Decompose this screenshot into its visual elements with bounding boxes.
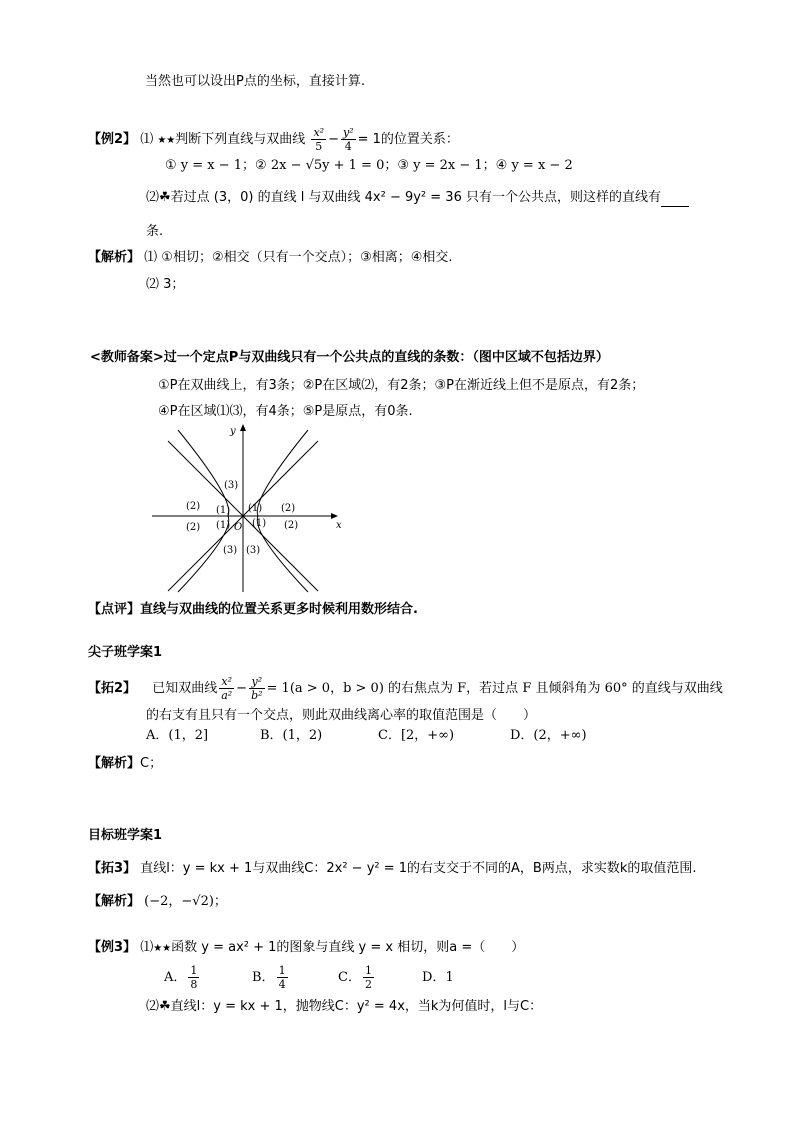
- example2-solution-line2: ⑵ 3；: [146, 277, 185, 292]
- extension2-text-start: 已知双曲线: [152, 681, 218, 696]
- x-axis-label: x: [336, 520, 342, 531]
- option-b: B． $\frac{1}{4}$: [252, 964, 286, 991]
- teacher-note-heading: <教师备案>过一个定点P与双曲线只有一个公共点的直线的条数：（图中区域不包括边界）: [90, 350, 609, 365]
- region-label-2-upper-left: (2): [186, 501, 201, 512]
- solution-text: C；: [140, 756, 163, 771]
- example2-q2-tail: 条.: [146, 224, 164, 239]
- q2-text: 若过点 (3，0) 的直线 l 与双曲线 4x² − 9y² = 36 只有一个公共点，则这样的直线有: [170, 190, 661, 205]
- extension3-solution: [88, 893, 227, 911]
- clover-icon: ☘: [159, 999, 171, 1014]
- hyperbola-region-figure: [148, 422, 348, 594]
- extension2-text-end: = 1(a > 0，b > 0) 的右焦点为 F，若过点 F 且倾斜角为 60° 的直线与双曲线: [266, 681, 723, 696]
- extension2-options: [146, 727, 587, 745]
- region-label-2-upper-right: (2): [281, 503, 296, 514]
- example2-question1: [88, 126, 459, 153]
- region-label-1-upper-right: (1): [248, 503, 263, 514]
- option-c: C． $\frac{1}{2}$: [338, 964, 372, 991]
- solution-tag: 【解析】: [88, 756, 141, 771]
- extension2-line1: [88, 675, 723, 702]
- example3-options: [164, 963, 454, 993]
- difficulty-stars-icon: ★★: [153, 943, 172, 954]
- option-b: B．(1，2): [260, 728, 323, 743]
- fraction-y2-over-4: $\frac{\text{y²}}{4}$: [342, 126, 354, 153]
- x-axis-arrow-icon: [331, 513, 338, 519]
- answer-blank: [661, 194, 689, 207]
- example2-question2: [146, 189, 689, 207]
- example3-tag: 【例3】: [88, 940, 137, 955]
- q2-text: 直线l：y = kx + 1，抛物线C：y² = 4x，当k为何值时，l与C：: [170, 999, 543, 1014]
- q1-number: ⑴: [140, 132, 154, 147]
- section-title-advanced: 尖子班学案1: [88, 645, 163, 660]
- minus-sign: −: [328, 132, 339, 147]
- region-label-3-top-left: (3): [224, 480, 239, 491]
- q2-number: ⑵: [146, 999, 160, 1014]
- intro-text: 当然也可以设出P点的坐标，直接计算.: [145, 74, 365, 89]
- region-label-1-lower-left: (1): [216, 520, 231, 531]
- example2-solution-line1: [88, 249, 453, 267]
- fraction-y2-over-b2: $\frac{\text{y²}}{\text{b²}}$: [251, 675, 263, 702]
- q1-text: 函数 y = ax² + 1的图象与直线 y = x 相切，则a =（ ）: [171, 940, 525, 955]
- extension2-tag: 【拓2】: [88, 681, 137, 696]
- y-axis-arrow-icon: [240, 424, 246, 431]
- example3-question2: [146, 998, 542, 1016]
- solution-text: ⑴ ①相切；②相交（只有一个交点）；③相离；④相交.: [144, 250, 453, 265]
- option-d: D．1: [422, 970, 454, 985]
- option-d: D．(2，+∞): [510, 728, 587, 743]
- extension3-text: 直线l：y = kx + 1与双曲线C：2x² − y² = 1的右支交于不同的A，B两点，求实数k的取值范围.: [140, 861, 697, 876]
- fraction-x2-over-a2: $\frac{\text{x²}}{\text{a²}}$: [221, 675, 233, 702]
- option-a: A．(1，2]: [146, 728, 209, 743]
- example2-options: ① y = x − 1；② 2x − √5y + 1 = 0；③ y = 2x − 1；④ y = x − 2: [165, 158, 573, 173]
- solution-text: (−2，−√2)；: [144, 894, 227, 909]
- difficulty-stars-icon: ★★: [157, 135, 176, 146]
- origin-label: O: [234, 522, 243, 533]
- region-label-1-upper-left: (1): [216, 505, 231, 516]
- extension2-line2: 的右支有且只有一个交点，则此双曲线离心率的取值范围是（ ）: [146, 708, 537, 723]
- option-c: C．[2，+∞): [378, 728, 455, 743]
- example3-question1: [88, 939, 524, 958]
- q1-number: ⑴: [140, 940, 154, 955]
- region-label-1-lower-right: (1): [252, 518, 267, 529]
- teacher-note-line2: ④P在区域⑴⑶，有4条；⑤P是原点，有0条.: [158, 404, 413, 419]
- solution-tag: 【解析】: [88, 250, 141, 265]
- teacher-note-line1: ①P在双曲线上，有3条；②P在区域⑵，有2条；③P在渐近线上但不是原点，有2条；: [158, 378, 645, 393]
- q1-text-tail: = 1的位置关系：: [357, 132, 459, 147]
- solution-tag: 【解析】: [88, 894, 141, 909]
- review-note: 【点评】直线与双曲线的位置关系更多时候利用数形结合.: [88, 602, 418, 617]
- q2-number: ⑵: [146, 190, 160, 205]
- extension3-line: [88, 860, 697, 878]
- region-label-3-bottom-left: (3): [223, 545, 238, 556]
- region-label-2-lower-left: (2): [186, 522, 201, 533]
- section-title-target: 目标班学案1: [88, 828, 163, 843]
- extension3-tag: 【拓3】: [88, 861, 137, 876]
- q1-text: 判断下列直线与双曲线: [175, 132, 306, 147]
- region-label-2-lower-right: (2): [284, 520, 299, 531]
- y-axis-label: y: [230, 426, 236, 437]
- fraction-x2-over-5: $\frac{\text{x²}}{5}$: [313, 126, 325, 153]
- minus-sign: −: [236, 681, 248, 696]
- clover-icon: ☘: [159, 190, 171, 205]
- region-label-3-bottom-right: (3): [246, 545, 261, 556]
- example2-tag: 【例2】: [88, 132, 137, 147]
- extension2-solution: [88, 755, 162, 773]
- option-a: A． $\frac{1}{8}$: [164, 964, 198, 991]
